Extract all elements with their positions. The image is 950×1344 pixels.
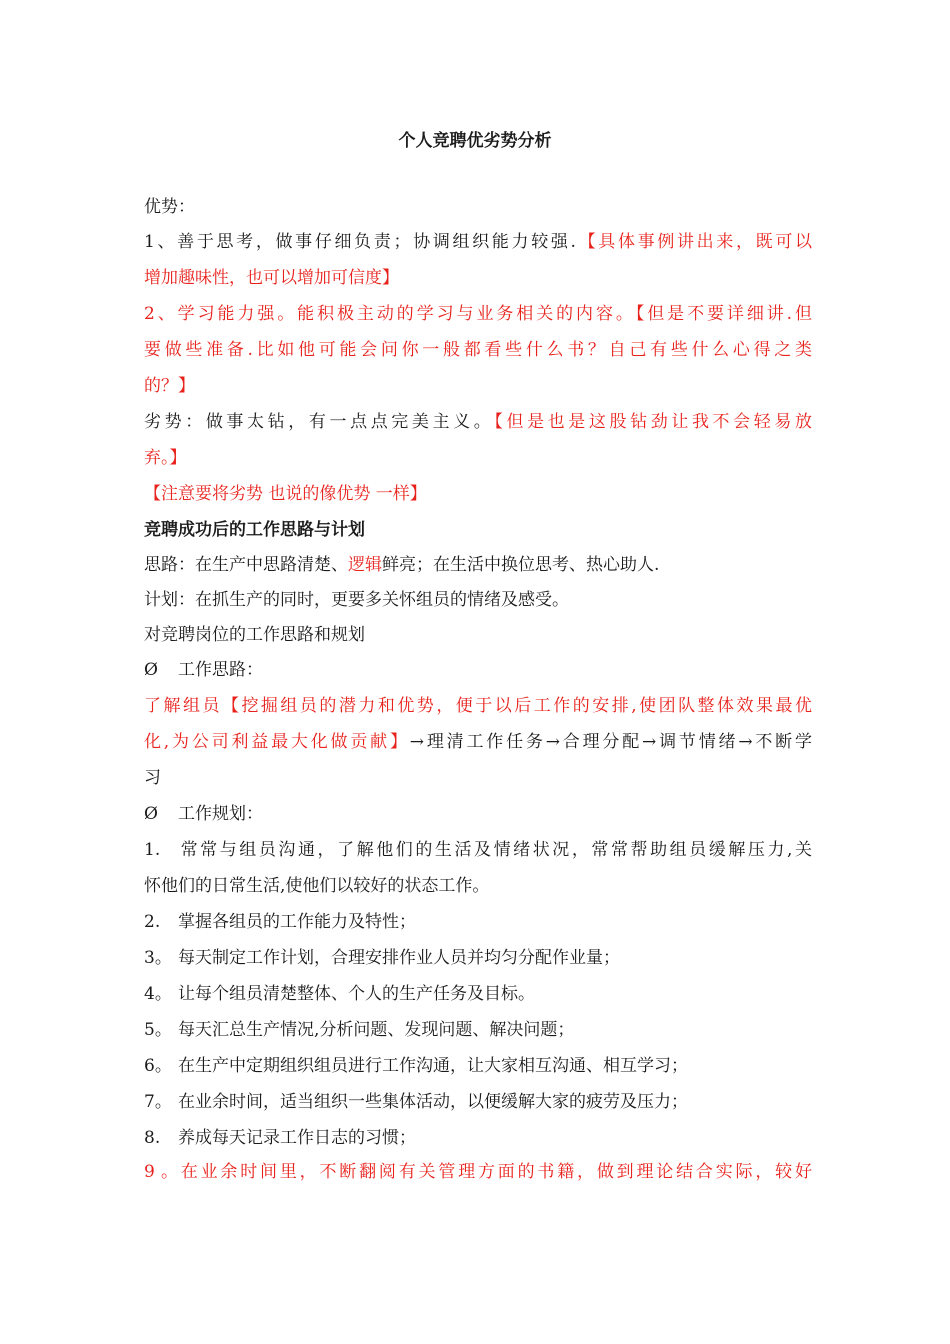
plan-item-number: 6。 <box>144 1056 172 1076</box>
bullet-icon: Ø <box>144 660 158 680</box>
plan-item-text: 每天汇总生产情况,分析问题、发现问题、解决问题； <box>178 1020 575 1040</box>
plan-item-7 <box>144 1090 812 1114</box>
attention-note: 【注意要将劣势 也说的像优势 一样】 <box>144 484 427 504</box>
plan-line: 计划：在抓生产的同时，更要多关怀组员的情绪及感受。 <box>144 590 569 610</box>
understand-line3: 习 <box>144 768 161 788</box>
understand-note: 【挖掘组员的潜力和优势，便于以后工作的安排,使团队整体效果最优 <box>221 696 812 716</box>
advantage-1-note: 【具体事例讲出来，既可以 <box>575 232 812 252</box>
disadvantage-text: 劣势：做事太钻，有一点点完美主义。 <box>144 412 495 432</box>
advantage-2-line2: 要做些准备.比如他可能会问你一般都看些什么书？自己有些什么心得之类 <box>144 340 812 360</box>
plan-item-number: 1. <box>144 840 161 860</box>
plan-item-number: 5。 <box>144 1020 172 1040</box>
work-thinking-label: 工作思路： <box>178 660 263 680</box>
plan-item-4 <box>144 982 812 1006</box>
plan-item-2 <box>144 910 812 934</box>
plan-item-text: 养成每天记录工作日志的习惯； <box>178 1128 416 1148</box>
plan-item-number: 2. <box>144 912 161 932</box>
plan-item-text: 让每个组员清楚整体、个人的生产任务及目标。 <box>178 984 535 1004</box>
advantage-2-line1: 2、学习能力强。能积极主动的学习与业务相关的内容。【但是不要详细讲.但 <box>144 304 812 324</box>
page-title: 个人竞聘优劣势分析 <box>398 131 552 151</box>
plan-item-number: 3。 <box>144 948 172 968</box>
plan-item-text: 在业余时间，适当组织一些集体活动，以便缓解大家的疲劳及压力； <box>178 1092 688 1112</box>
work-thinking-line <box>144 658 812 682</box>
understand-flow: →理清工作任务→合理分配→调节情绪→不断学 <box>409 732 812 752</box>
thinking-line <box>144 553 812 577</box>
plan-item-8 <box>144 1126 812 1150</box>
understand-prefix: 了解组员 <box>144 696 222 716</box>
plan-item-6 <box>144 1054 812 1078</box>
plan-item-5 <box>144 1018 812 1042</box>
thinking-prefix: 思路：在生产中思路清楚、 <box>144 555 348 575</box>
bullet-icon: Ø <box>144 804 158 824</box>
plan-item-text: 掌握各组员的工作能力及特性； <box>178 912 416 932</box>
plan-item-number: 9。 <box>144 1162 178 1182</box>
position-heading: 对竞聘岗位的工作思路和规划 <box>144 625 365 645</box>
understand-line2 <box>144 730 812 754</box>
advantage-2-line3: 的？】 <box>144 376 195 396</box>
advantages-heading: 优势： <box>144 197 195 217</box>
thinking-red-word: 逻辑 <box>348 555 382 575</box>
disadvantage-line1 <box>144 410 812 434</box>
plan-item-number: 8. <box>144 1128 161 1148</box>
advantage-1-line2: 增加趣味性，也可以增加可信度】 <box>144 268 399 288</box>
plan-item-1-line1 <box>144 838 812 862</box>
plan-item-text: 常常与组员沟通，了解他们的生活及情绪状况，常常帮助组员缓解压力,关 <box>178 840 812 860</box>
plan-item-1-line2: 怀他们的日常生活,使他们以较好的状态工作。 <box>144 876 490 896</box>
thinking-suffix: 鲜亮；在生活中换位思考、热心助人. <box>382 555 660 575</box>
plan-item-number: 4。 <box>144 984 172 1004</box>
understand-note-cont: 化,为公司利益最大化做贡献】 <box>144 732 410 752</box>
section2-heading: 竞聘成功后的工作思路与计划 <box>144 520 365 540</box>
disadvantage-note: 【但是也是这股钻劲让我不会轻易放 <box>494 412 812 432</box>
plan-item-text: 每天制定工作计划，合理安排作业人员并均匀分配作业量； <box>178 948 620 968</box>
plan-item-text: 在生产中定期组织组员进行工作沟通，让大家相互沟通、相互学习； <box>178 1056 688 1076</box>
plan-item-3 <box>144 946 812 970</box>
plan-item-text: 在业余时间里，不断翻阅有关管理方面的书籍，做到理论结合实际，较好 <box>178 1162 812 1182</box>
plan-item-9 <box>144 1160 812 1184</box>
disadvantage-line2: 弃。】 <box>144 448 187 468</box>
work-plan-line <box>144 802 812 826</box>
plan-item-number: 7。 <box>144 1092 172 1112</box>
advantage-1-line1 <box>144 230 812 254</box>
work-plan-label: 工作规划： <box>178 804 263 824</box>
advantage-1-text: 1、善于思考，做事仔细负责；协调组织能力较强. <box>144 232 576 252</box>
understand-line1 <box>144 694 812 718</box>
